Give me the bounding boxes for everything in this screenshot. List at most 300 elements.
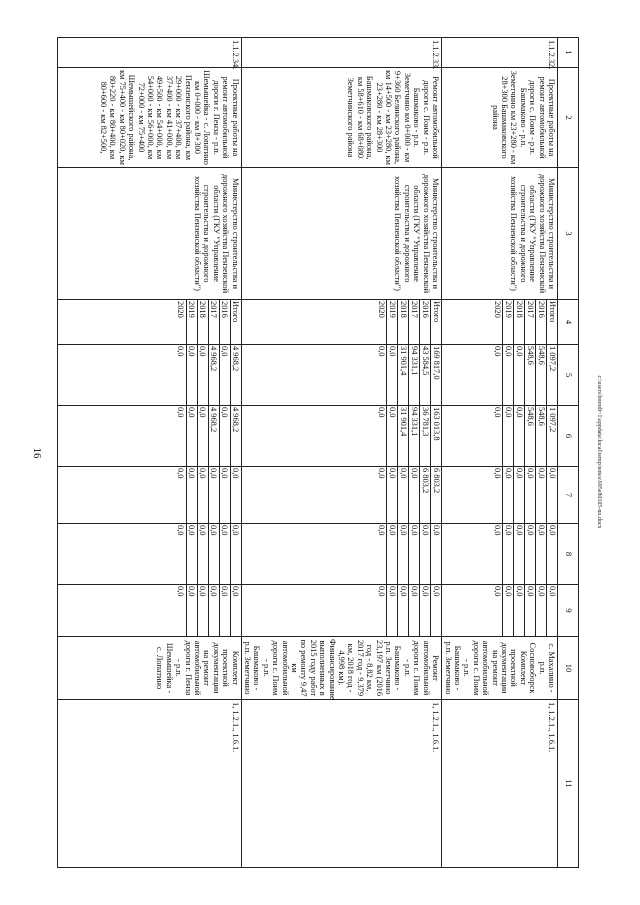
federal-budget-column <box>241 467 442 524</box>
local-budget-column-line <box>208 524 219 584</box>
value-cell: 0,0 <box>176 468 186 479</box>
header-cell: 7 <box>558 467 579 524</box>
value-cell: 0,0 <box>208 585 219 636</box>
value-cell: 548,6 <box>525 406 536 466</box>
local-budget-column <box>57 524 241 585</box>
value-cell: 2019 <box>387 300 398 344</box>
local-budget-column-line <box>219 524 230 584</box>
expected-result <box>57 637 241 700</box>
local-budget-column-line <box>398 524 409 584</box>
other-sources-column-line <box>176 585 187 636</box>
value-cell: 0,0 <box>514 524 525 584</box>
value-cell: 2018 <box>398 300 409 344</box>
regional-budget-column <box>241 406 442 467</box>
value-cell: 0,0 <box>547 467 558 523</box>
header-cell: 1 <box>558 38 579 68</box>
indicator-refs-text: 1, 1.2.1., 1.6.1. <box>547 702 556 753</box>
value-cell: 0,0 <box>398 524 409 584</box>
total-funding-column-line <box>208 345 219 405</box>
federal-budget-column-line <box>503 467 514 523</box>
value-cell: 548,6 <box>536 345 547 405</box>
value-cell: 0,0 <box>503 345 514 405</box>
other-sources-column-line <box>387 585 398 636</box>
value-cell: 0,0 <box>176 407 186 418</box>
other-sources-column-line <box>197 585 208 636</box>
other-sources-column-line <box>536 585 547 636</box>
value-cell: 0,0 <box>219 345 230 405</box>
value-cell: 0,0 <box>376 525 386 536</box>
indicator-refs <box>442 700 558 868</box>
regional-budget-column-list <box>176 406 241 466</box>
measure-name <box>57 68 241 168</box>
indicator-refs-text: 1, 1.2.1., 1.6.1. <box>431 702 441 753</box>
value-cell: 2020 <box>492 301 502 318</box>
years-column-line <box>398 300 409 344</box>
total-funding-column-line <box>547 345 558 405</box>
federal-budget-column-line <box>420 467 431 523</box>
value-cell: 43 584,5 <box>420 345 431 405</box>
value-cell: 0,0 <box>492 346 502 357</box>
total-funding-column-line <box>197 345 208 405</box>
table-row <box>442 38 558 868</box>
value-cell: 0,0 <box>431 524 442 584</box>
expected-result <box>442 637 558 700</box>
other-sources-column-line <box>186 585 197 636</box>
value-cell: 0,0 <box>547 585 558 636</box>
total-funding-column-line <box>492 345 503 405</box>
value-cell: 2016 <box>420 300 431 344</box>
years-column-line <box>409 300 420 344</box>
local-budget-column <box>241 524 442 585</box>
years-column <box>57 300 241 345</box>
local-budget-column-line <box>431 524 442 584</box>
result-text: Комплект проектной документации на ремонт автомобильной дороги с. Поим - р.п. Башмаково - р.п. Земетчино <box>443 640 528 696</box>
total-funding-column <box>241 345 442 406</box>
value-cell: 0,0 <box>186 345 197 405</box>
value-cell: 2017 <box>409 300 420 344</box>
other-sources-column-line <box>525 585 536 636</box>
total-funding-column-line <box>409 345 420 405</box>
regional-budget-column-line <box>420 406 431 466</box>
other-sources-column-line <box>503 585 514 636</box>
total-funding-column-line <box>398 345 409 405</box>
regional-budget-column-line <box>536 406 547 466</box>
header-cell: 10 <box>558 637 579 700</box>
federal-budget-column-line <box>514 467 525 523</box>
executor-text: Министерство строительства и дорожного хозяйства Пензенской области (ГКУ "Управление строительства и дорожного хозяйства Пензенской области") <box>509 173 556 294</box>
value-cell: 0,0 <box>186 406 197 466</box>
other-sources-column-line <box>219 585 230 636</box>
federal-budget-column <box>442 467 558 524</box>
result-text: Комплект проектной документации на ремонт автомобильной дороги г. Пенза - р.п. Шемышейка - с. Лопатино <box>155 640 240 696</box>
header-cell: 5 <box>558 345 579 406</box>
measure-name-text: Проектные работы на ремонт автомобильной дороги с. Поим - р.п. Башмаково - р.п. Земетчино км 23+280 - км 28+300 Башмаковского района <box>490 70 556 165</box>
value-cell: 0,0 <box>197 524 208 584</box>
total-funding-column-line <box>503 345 514 405</box>
value-cell: 0,0 <box>387 524 398 584</box>
years-column-line <box>503 300 514 344</box>
value-cell: 2019 <box>186 300 197 344</box>
total-funding-column-list <box>492 345 557 405</box>
value-cell: 0,0 <box>176 525 186 536</box>
years-column <box>442 300 558 345</box>
total-funding-column-line <box>420 345 431 405</box>
federal-budget-column-line <box>398 467 409 523</box>
value-cell: 0,0 <box>219 524 230 584</box>
value-cell: 0,0 <box>219 585 230 636</box>
value-cell: 0,0 <box>176 346 186 357</box>
years-column-list <box>492 300 557 344</box>
table-header <box>558 38 579 868</box>
regional-budget-column-line <box>176 406 187 466</box>
regional-budget-column-line <box>230 406 241 466</box>
federal-budget-column-line <box>219 467 230 523</box>
federal-budget-column <box>57 467 241 524</box>
value-cell: 2018 <box>514 300 525 344</box>
indicator-refs <box>241 700 442 868</box>
header-cell: 2 <box>558 68 579 168</box>
measure-name-text: Проектные работы на ремонт автомобильной дороги г. Пенза - р.п. Шемышейка - с. Лопатино км 0+000 - км 8+300 Пензенского района, км 29+000 - км 37+400, км 37+400 - км 41+000, км 49+500 - км 54+000, км 54+000 - км 56+000, км 72+000 - км 75+400 Шемышейского района, км 75+400 - км 80+020, км 80+220 - км 80+400, км 80+600 - км 82+500, <box>98 70 240 165</box>
value-cell: 6 803,2 <box>431 467 442 523</box>
federal-budget-column-line <box>525 467 536 523</box>
local-budget-column-line <box>186 524 197 584</box>
header-row <box>558 38 579 868</box>
value-cell: 0,0 <box>409 524 420 584</box>
value-cell: 0,0 <box>492 407 502 418</box>
local-budget-column-line <box>547 524 558 584</box>
years-column-line <box>514 300 525 344</box>
other-sources-column-line <box>514 585 525 636</box>
regional-budget-column <box>57 406 241 467</box>
value-cell: 0,0 <box>197 406 208 466</box>
regional-budget-column-line <box>387 406 398 466</box>
other-sources-column-list <box>176 585 241 636</box>
measure-name <box>241 68 442 168</box>
federal-budget-column-line <box>492 467 503 523</box>
total-funding-column-list <box>176 345 241 405</box>
other-sources-column <box>241 585 442 637</box>
value-cell: 0,0 <box>431 585 442 636</box>
value-cell: 31 901,4 <box>398 406 409 466</box>
row-number-text: 1.1.2.32. <box>547 40 556 70</box>
expected-result <box>241 637 442 700</box>
row-number <box>241 38 442 68</box>
row-number-text: 1.1.2.34. <box>230 40 240 70</box>
other-sources-column-line <box>420 585 431 636</box>
value-cell: 0,0 <box>376 407 386 418</box>
regional-budget-column-line <box>492 406 503 466</box>
value-cell: 0,0 <box>208 524 219 584</box>
other-sources-column <box>442 585 558 637</box>
value-cell: 1 097,2 <box>547 406 558 466</box>
value-cell: 0,0 <box>492 586 502 597</box>
local-budget-column-line <box>230 524 241 584</box>
regional-budget-column-line <box>219 406 230 466</box>
federal-budget-column-line <box>208 467 219 523</box>
federal-budget-column-line <box>230 467 241 523</box>
other-sources-column-line <box>409 585 420 636</box>
total-funding-column-line <box>219 345 230 405</box>
value-cell: 0,0 <box>376 346 386 357</box>
executor-text: Министерство строительства и дорожного хозяйства Пензенской области (ГКУ "Управление строительства и дорожного хозяйства Пензенской области") <box>393 173 441 294</box>
total-funding-column-line <box>431 345 442 405</box>
federal-budget-column-list <box>376 467 441 523</box>
federal-budget-column-line <box>376 467 387 523</box>
value-cell: 0,0 <box>230 467 241 523</box>
total-funding-column <box>57 345 241 406</box>
regional-budget-column-line <box>503 406 514 466</box>
value-cell: 0,0 <box>409 585 420 636</box>
value-cell: 163 013,8 <box>431 406 442 466</box>
table-row <box>57 38 241 868</box>
total-funding-column-line <box>176 345 187 405</box>
regional-budget-column-line <box>409 406 420 466</box>
regional-budget-column-line <box>208 406 219 466</box>
federal-budget-column-list <box>176 467 241 523</box>
value-cell: 0,0 <box>547 524 558 584</box>
result-text: Ремонт автомобильной дороги с. Поим - р.п. Башмаково - р.п. Земетчино 23,197 км (2016 год - 8,82 км, 2017 год - 9,379 км, 2018 год - 4,998 км). Финансирование выполненных в 2015 году работ по ремонту 9,47 км автомобильной дороги с. Поим - р.п. Башмаково - р.п. Земетчино <box>243 639 441 700</box>
value-cell: 548,6 <box>536 406 547 466</box>
regional-budget-column-line <box>514 406 525 466</box>
value-cell: 0,0 <box>503 585 514 636</box>
value-cell: 0,0 <box>536 585 547 636</box>
regional-budget-column-list <box>492 406 557 466</box>
value-cell: 2017 <box>525 300 536 344</box>
local-budget-column-list <box>376 524 441 584</box>
total-funding-column-line <box>387 345 398 405</box>
total-funding-column-line <box>376 345 387 405</box>
program-table <box>57 37 579 868</box>
value-cell: 0,0 <box>536 467 547 523</box>
total-funding-column-list <box>376 345 441 405</box>
value-cell: 0,0 <box>503 524 514 584</box>
years-column-line <box>208 300 219 344</box>
years-column-list <box>176 300 241 344</box>
other-sources-column-list <box>376 585 441 636</box>
value-cell: 0,0 <box>420 585 431 636</box>
other-sources-column-line <box>547 585 558 636</box>
regional-budget-column-line <box>197 406 208 466</box>
federal-budget-column-line <box>547 467 558 523</box>
value-cell: 0,0 <box>514 406 525 466</box>
years-column-line <box>525 300 536 344</box>
page-number: 16 <box>31 447 43 459</box>
value-cell: 0,0 <box>387 467 398 523</box>
local-budget-column-line <box>376 524 387 584</box>
value-cell: 0,0 <box>197 585 208 636</box>
other-sources-column-line <box>208 585 219 636</box>
footer-file-path: c:\users\borodi~1\appdata\local\temp\notes\695e80105-nu.docx <box>596 375 602 529</box>
value-cell: 0,0 <box>525 524 536 584</box>
local-budget-column-line <box>387 524 398 584</box>
value-cell: 0,0 <box>176 586 186 597</box>
value-cell: 2019 <box>503 300 514 344</box>
value-cell: 94 331,1 <box>409 345 420 405</box>
regional-budget-column-line <box>398 406 409 466</box>
other-sources-column <box>57 585 241 637</box>
total-funding-column-line <box>186 345 197 405</box>
indicator-refs-text: 1, 1.2.1., 1.6.1. <box>230 702 240 753</box>
value-cell: 94 331,1 <box>409 406 420 466</box>
other-sources-column-line <box>398 585 409 636</box>
local-budget-column-line <box>503 524 514 584</box>
local-budget-column-line <box>492 524 503 584</box>
value-cell: Итого <box>230 300 241 344</box>
regional-budget-column-line <box>186 406 197 466</box>
value-cell: 0,0 <box>492 468 502 479</box>
value-cell: 0,0 <box>230 585 241 636</box>
local-budget-column-line <box>514 524 525 584</box>
value-cell: Итого <box>431 300 442 344</box>
indicator-refs <box>57 700 241 868</box>
value-cell: 0,0 <box>398 585 409 636</box>
local-budget-column-line <box>420 524 431 584</box>
local-budget-column-line <box>197 524 208 584</box>
years-column-line <box>547 300 558 344</box>
value-cell: 6 803,2 <box>420 467 431 523</box>
value-cell: 0,0 <box>514 345 525 405</box>
header-cell: 4 <box>558 300 579 345</box>
executor <box>57 168 241 300</box>
years-column-line <box>420 300 431 344</box>
other-sources-column-line <box>492 585 503 636</box>
value-cell: 548,6 <box>525 345 536 405</box>
row-number-text: 1.1.2.33. <box>431 40 441 70</box>
header-cell: 8 <box>558 524 579 585</box>
years-column-line <box>219 300 230 344</box>
value-cell: 0,0 <box>376 468 386 479</box>
executor <box>241 168 442 300</box>
value-cell: 0,0 <box>503 406 514 466</box>
total-funding-column-line <box>514 345 525 405</box>
value-cell: 2020 <box>376 301 386 318</box>
federal-budget-column-list <box>492 467 557 523</box>
years-column-line <box>376 300 387 344</box>
federal-budget-column-line <box>197 467 208 523</box>
value-cell: 0,0 <box>409 467 420 523</box>
value-cell: 0,0 <box>387 406 398 466</box>
value-cell: 0,0 <box>492 525 502 536</box>
value-cell: Итого <box>547 300 558 344</box>
value-cell: 0,0 <box>387 585 398 636</box>
value-cell: 2017 <box>208 300 219 344</box>
value-cell: 0,0 <box>186 585 197 636</box>
value-cell: 4 968,2 <box>208 406 219 466</box>
federal-budget-column-line <box>409 467 420 523</box>
regional-budget-column-list <box>376 406 441 466</box>
years-column-line <box>387 300 398 344</box>
local-budget-column <box>442 524 558 585</box>
value-cell: 0,0 <box>514 467 525 523</box>
value-cell: 0,0 <box>525 585 536 636</box>
value-cell: 2016 <box>219 300 230 344</box>
value-cell: 2016 <box>536 300 547 344</box>
value-cell: 0,0 <box>376 586 386 597</box>
total-funding-column-line <box>536 345 547 405</box>
local-budget-column-line <box>176 524 187 584</box>
total-funding-column-line <box>525 345 536 405</box>
local-budget-column-line <box>536 524 547 584</box>
total-funding-column <box>442 345 558 406</box>
value-cell: 0,0 <box>514 585 525 636</box>
years-column-line <box>176 300 187 344</box>
value-cell: 0,0 <box>208 467 219 523</box>
regional-budget-column-line <box>431 406 442 466</box>
years-column-line <box>492 300 503 344</box>
value-cell: 0,0 <box>186 467 197 523</box>
row-number <box>442 38 558 68</box>
value-cell: 2020 <box>176 301 186 318</box>
header-cell: 11 <box>558 700 579 868</box>
value-cell: 4 968,2 <box>230 406 241 466</box>
value-cell: 0,0 <box>197 467 208 523</box>
other-sources-column-line <box>431 585 442 636</box>
years-column-line <box>197 300 208 344</box>
other-sources-column-list <box>492 585 557 636</box>
local-budget-column-list <box>492 524 557 584</box>
header-cell: 6 <box>558 406 579 467</box>
regional-budget-column <box>442 406 558 467</box>
federal-budget-column-line <box>186 467 197 523</box>
local-budget-column-list <box>176 524 241 584</box>
federal-budget-column-line <box>387 467 398 523</box>
regional-budget-column-line <box>525 406 536 466</box>
measure-name <box>442 68 558 168</box>
regional-budget-column-line <box>376 406 387 466</box>
value-cell: 0,0 <box>536 524 547 584</box>
other-sources-column-line <box>376 585 387 636</box>
years-column-line <box>431 300 442 344</box>
value-cell: 0,0 <box>219 467 230 523</box>
regional-budget-column-line <box>547 406 558 466</box>
total-funding-column-line <box>230 345 241 405</box>
federal-budget-column-line <box>176 467 187 523</box>
other-sources-column-line <box>230 585 241 636</box>
table-body <box>57 38 557 868</box>
value-cell: 0,0 <box>387 345 398 405</box>
value-cell: 0,0 <box>525 467 536 523</box>
value-cell: 0,0 <box>186 524 197 584</box>
table-sheet <box>61 37 579 867</box>
executor <box>442 168 558 300</box>
years-column-line <box>536 300 547 344</box>
local-budget-column-line <box>525 524 536 584</box>
value-cell: 36 781,3 <box>420 406 431 466</box>
header-cell: 9 <box>558 585 579 637</box>
table-row <box>241 38 442 868</box>
result-continuation-text: с. Махалино - р.п. Сосновоборск <box>528 642 556 694</box>
years-column-line <box>186 300 197 344</box>
federal-budget-column-line <box>431 467 442 523</box>
years-column-line <box>230 300 241 344</box>
value-cell: 169 817,0 <box>431 345 442 405</box>
value-cell: 0,0 <box>197 345 208 405</box>
value-cell: 0,0 <box>503 467 514 523</box>
value-cell: 0,0 <box>398 467 409 523</box>
row-number <box>57 38 241 68</box>
value-cell: 1 097,2 <box>547 345 558 405</box>
federal-budget-column-line <box>536 467 547 523</box>
value-cell: 31 901,4 <box>398 345 409 405</box>
measure-name-text: Ремонт автомобильной дороги с. Поим - р.п. Башмаково - р.п. Земетчино км 0+000 - км 9+360 Белинского района, км 14+500 - км 23+280, км 23+280 - км 28+300 Башмаковского района, км 58+610 - км 68+080 Земетчинского района <box>346 70 441 165</box>
local-budget-column-line <box>409 524 420 584</box>
header-cell: 3 <box>558 168 579 300</box>
value-cell: 4 968,2 <box>230 345 241 405</box>
value-cell: 0,0 <box>219 406 230 466</box>
value-cell: 2018 <box>197 300 208 344</box>
value-cell: 4 968,2 <box>208 345 219 405</box>
years-column <box>241 300 442 345</box>
